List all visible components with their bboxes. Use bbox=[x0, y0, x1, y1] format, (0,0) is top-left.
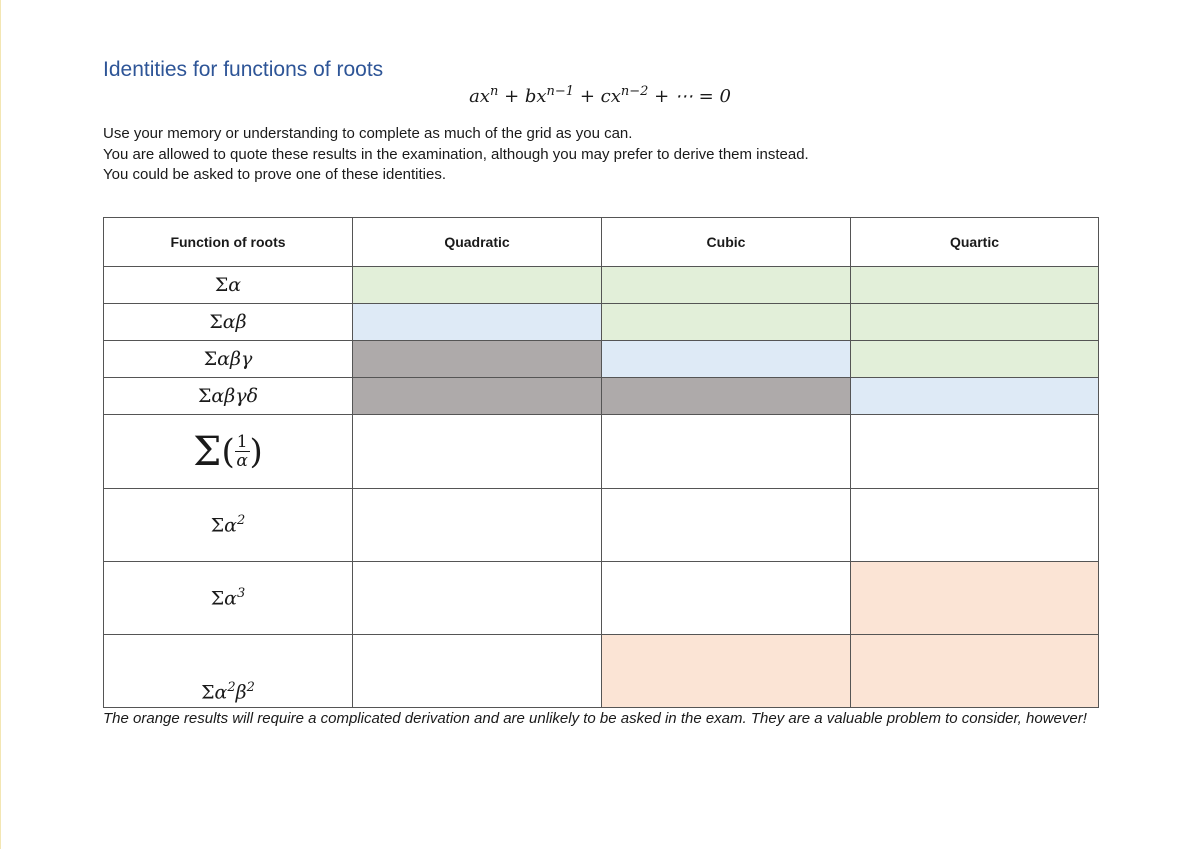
answer-cell[interactable] bbox=[602, 489, 851, 562]
term-b-exponent: n−1 bbox=[546, 84, 575, 99]
header-quartic: Quartic bbox=[851, 218, 1099, 267]
equation-rest: + ⋯ = 0 bbox=[648, 86, 731, 107]
term-b: + bx bbox=[498, 86, 547, 107]
table-row bbox=[104, 489, 1099, 562]
header-row bbox=[104, 218, 1099, 267]
function-cell: Σαβγ bbox=[104, 341, 353, 378]
table-row bbox=[104, 378, 1099, 415]
footnote: The orange results will require a complicated derivation and are unlikely to be asked in the exam. They are a valuable problem to consider, however! bbox=[103, 710, 1087, 727]
answer-cell[interactable] bbox=[353, 304, 602, 341]
answer-cell[interactable] bbox=[602, 304, 851, 341]
term-c: + cx bbox=[574, 86, 621, 107]
fraction: $\frac{1}{\alpha}$ bbox=[236, 432, 248, 471]
term-a: ax bbox=[469, 86, 490, 107]
instruction-line: You are allowed to quote these results in the examination, although you may prefer to derive them instead. bbox=[103, 145, 809, 163]
header-function-of-roots: Function of roots bbox=[104, 218, 353, 267]
answer-cell[interactable] bbox=[602, 635, 851, 708]
function-cell: Σα bbox=[104, 267, 353, 304]
answer-cell[interactable] bbox=[851, 378, 1099, 415]
answer-cell[interactable] bbox=[353, 267, 602, 304]
header-cubic: Cubic bbox=[602, 218, 851, 267]
instruction-line: You could be asked to prove one of these identities. bbox=[103, 166, 447, 183]
unused-cell bbox=[602, 378, 851, 415]
answer-cell[interactable] bbox=[851, 489, 1099, 562]
answer-cell[interactable] bbox=[602, 562, 851, 635]
page-title: Identities for functions of roots bbox=[103, 58, 384, 81]
answer-cell[interactable] bbox=[353, 489, 602, 562]
header-quadratic: Quadratic bbox=[353, 218, 602, 267]
term-c-exponent: n−2 bbox=[620, 84, 649, 99]
answer-cell[interactable] bbox=[602, 341, 851, 378]
page-edge-line bbox=[0, 0, 1, 849]
term-a-exponent: n bbox=[489, 84, 499, 99]
table-row bbox=[104, 415, 1099, 489]
unused-cell bbox=[353, 378, 602, 415]
answer-cell[interactable] bbox=[851, 635, 1099, 708]
identities-grid bbox=[103, 217, 1099, 708]
function-cell: $\Sigma\alpha^2$ bbox=[104, 489, 353, 562]
answer-cell[interactable] bbox=[602, 415, 851, 489]
table-row bbox=[104, 562, 1099, 635]
function-cell: Σαβγδ bbox=[104, 378, 353, 415]
polynomial-equation bbox=[0, 84, 1200, 107]
answer-cell[interactable] bbox=[851, 341, 1099, 378]
answer-cell[interactable] bbox=[851, 267, 1099, 304]
function-cell: Σαβ bbox=[104, 304, 353, 341]
function-cell: $\Sigma\alpha^2\beta^2$ bbox=[104, 635, 353, 708]
table-row bbox=[104, 267, 1099, 304]
answer-cell[interactable] bbox=[353, 415, 602, 489]
answer-cell[interactable] bbox=[353, 562, 602, 635]
instructions bbox=[103, 124, 809, 186]
answer-cell[interactable] bbox=[851, 562, 1099, 635]
function-cell: $\Sigma\alpha^3$ bbox=[104, 562, 353, 635]
instruction-line: Use your memory or understanding to complete as much of the grid as you can. bbox=[103, 125, 633, 142]
answer-cell[interactable] bbox=[602, 267, 851, 304]
answer-cell[interactable] bbox=[851, 415, 1099, 489]
answer-cell[interactable] bbox=[851, 304, 1099, 341]
answer-cell[interactable] bbox=[353, 635, 602, 708]
table-row bbox=[104, 341, 1099, 378]
function-cell: Σ( $\frac{1}{\alpha}$ ) bbox=[104, 415, 353, 489]
unused-cell bbox=[353, 341, 602, 378]
table-row bbox=[104, 304, 1099, 341]
table-row bbox=[104, 635, 1099, 708]
